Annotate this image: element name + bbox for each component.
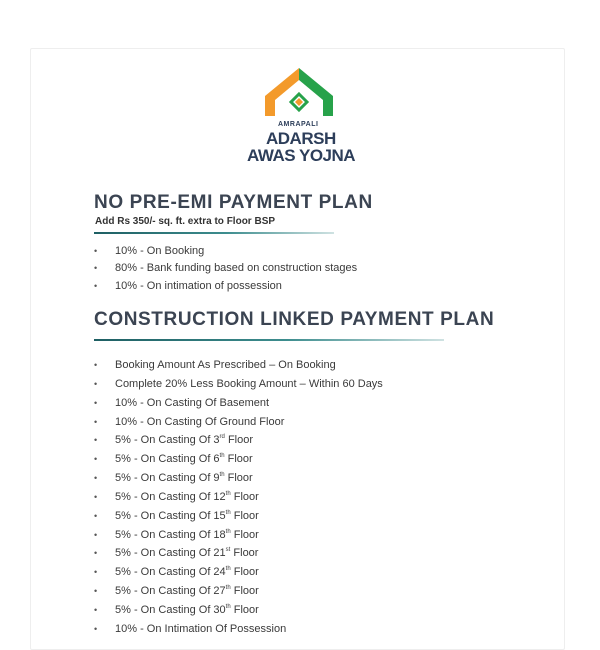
bullet: •: [94, 454, 98, 465]
ordinal-suffix: th: [219, 472, 225, 479]
bullet: •: [94, 416, 98, 427]
list-item: [94, 546, 383, 565]
ordinal-suffix: th: [225, 509, 231, 516]
list-item: [94, 415, 383, 434]
brand-small-text: AMRAPALI: [278, 121, 319, 128]
ordinal-suffix: rd: [219, 434, 225, 441]
bullet: •: [94, 378, 98, 389]
list-item-text: 5% - On Casting Of 12: [115, 490, 226, 503]
bullet: •: [94, 435, 98, 446]
list-item-suffix: Floor: [230, 585, 259, 598]
house-emblem-icon: [263, 66, 335, 122]
bullet: •: [94, 548, 98, 559]
list-item: [94, 565, 383, 584]
list-item: [94, 396, 383, 415]
list-item-text: 10% - On intimation of possession: [115, 279, 282, 292]
list-item-suffix: Floor: [224, 472, 253, 485]
list-item: [94, 471, 383, 490]
list-item: [94, 358, 383, 377]
construction-linked-list: [94, 358, 383, 641]
list-item-text: Booking Amount As Prescribed – On Booking: [115, 359, 336, 371]
bullet: •: [94, 473, 98, 484]
list-item-text: 5% - On Casting Of 6: [115, 453, 220, 466]
bullet: •: [94, 510, 98, 521]
brand-line-1: ADARSH: [266, 129, 336, 148]
ordinal-suffix: th: [225, 603, 231, 610]
bullet: •: [94, 604, 98, 615]
list-item-text: 80% - Bank funding based on construction stages: [115, 262, 358, 275]
no-pre-emi-title: NO PRE-EMI PAYMENT PLAN: [94, 192, 373, 213]
ordinal-suffix: th: [219, 453, 225, 460]
list-item: [94, 528, 383, 547]
list-item-suffix: Floor: [230, 603, 259, 616]
section-divider: [94, 232, 334, 234]
bullet: •: [94, 263, 98, 274]
list-item-text: 10% - On Casting Of Ground Floor: [115, 415, 285, 428]
bullet: •: [94, 246, 98, 256]
list-item: [94, 433, 383, 452]
list-item-suffix: Floor: [230, 528, 259, 541]
bullet: •: [94, 360, 98, 370]
list-item-suffix: Floor: [230, 547, 259, 560]
bullet: •: [94, 623, 98, 634]
list-item-text: 5% - On Casting Of 9: [115, 472, 220, 485]
list-item-text: 5% - On Casting Of 27: [115, 585, 226, 598]
ordinal-suffix: th: [225, 528, 231, 535]
no-pre-emi-subtitle: Add Rs 350/- sq. ft. extra to Floor BSP: [95, 216, 276, 227]
list-item-text: 5% - On Casting Of 15: [115, 509, 226, 522]
list-item: [94, 603, 383, 622]
list-item-text: 5% - On Casting Of 30: [115, 603, 226, 616]
list-item: [94, 377, 383, 396]
ordinal-suffix: th: [225, 585, 231, 592]
list-item-text: 5% - On Casting Of 18: [115, 528, 226, 541]
ordinal-suffix: st: [225, 547, 231, 554]
bullet: •: [94, 491, 98, 502]
list-item-suffix: Floor: [230, 566, 259, 579]
list-item: [94, 279, 357, 296]
list-item-text: 5% - On Casting Of 21: [115, 547, 226, 560]
list-item: [94, 490, 383, 509]
list-item-text: 10% - On Casting Of Basement: [115, 396, 270, 409]
list-item-text: 5% - On Casting Of 24: [115, 566, 226, 579]
list-item-text: 10% - On Booking: [115, 245, 205, 257]
list-item-suffix: Floor: [230, 490, 259, 503]
section-divider: [94, 339, 444, 341]
list-item-suffix: Floor: [230, 509, 259, 522]
list-item: [94, 261, 357, 278]
list-item-text: Complete 20% Less Booking Amount – Within 60 Days: [115, 377, 383, 390]
list-item-suffix: Floor: [224, 453, 253, 466]
bullet: •: [94, 567, 98, 578]
ordinal-suffix: th: [225, 566, 231, 573]
bullet: •: [94, 586, 98, 597]
list-item: [94, 509, 383, 528]
bullet: •: [94, 280, 98, 291]
list-item-text: 5% - On Casting Of 3: [115, 434, 220, 447]
bullet: •: [94, 397, 98, 408]
list-item-text: 10% - On Intimation Of Possession: [115, 622, 287, 635]
list-item: [94, 452, 383, 471]
ordinal-suffix: th: [225, 490, 231, 497]
no-pre-emi-list: [94, 244, 357, 296]
bullet: •: [94, 529, 98, 540]
list-item: [94, 622, 383, 641]
list-item: [94, 244, 357, 261]
list-item-suffix: Floor: [224, 434, 254, 447]
brand-line-2: AWAS YOJNA: [247, 146, 356, 165]
construction-linked-title: CONSTRUCTION LINKED PAYMENT PLAN: [94, 309, 495, 330]
list-item: [94, 584, 383, 603]
